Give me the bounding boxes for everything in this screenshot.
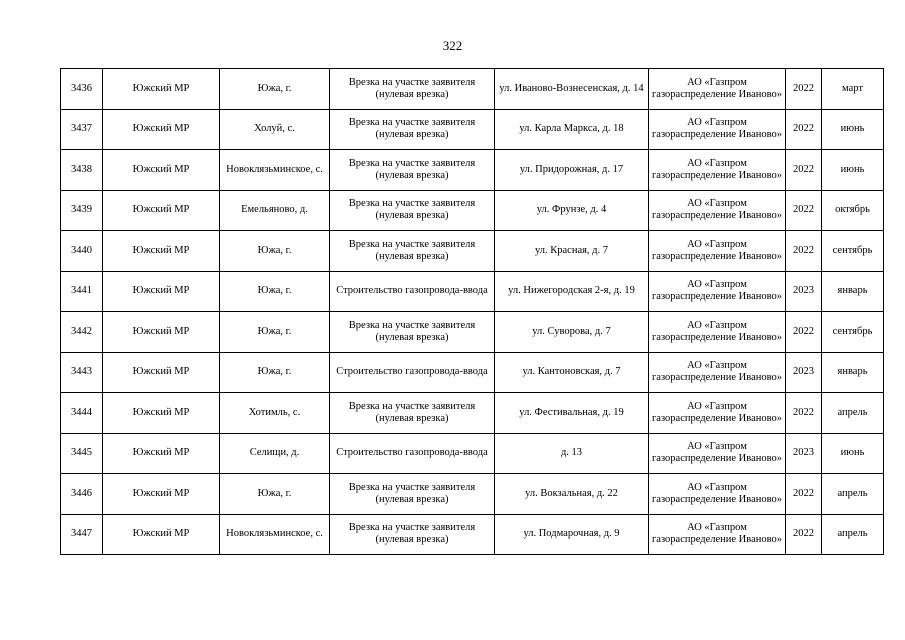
- row-number-cell: 3447: [61, 514, 103, 555]
- locality-cell: Южа, г.: [220, 69, 330, 110]
- district-cell: Южский МР: [103, 231, 220, 272]
- address-cell: ул. Придорожная, д. 17: [495, 150, 649, 191]
- year-cell: 2022: [786, 190, 822, 231]
- month-cell: сентябрь: [822, 231, 884, 272]
- table-row: [61, 474, 884, 515]
- year-cell: 2022: [786, 69, 822, 110]
- address-cell: ул. Фрунзе, д. 4: [495, 190, 649, 231]
- table-row: [61, 150, 884, 191]
- address-cell: ул. Вокзальная, д. 22: [495, 474, 649, 515]
- address-cell: ул. Карла Маркса, д. 18: [495, 109, 649, 150]
- work-type-cell: Строительство газопровода-ввода: [330, 352, 495, 393]
- district-cell: Южский МР: [103, 352, 220, 393]
- table-row: [61, 312, 884, 353]
- row-number-cell: 3437: [61, 109, 103, 150]
- work-type-cell: Врезка на участке заявителя (нулевая врезка): [330, 109, 495, 150]
- table-row: [61, 109, 884, 150]
- address-cell: ул. Красная, д. 7: [495, 231, 649, 272]
- locality-cell: Южа, г.: [220, 352, 330, 393]
- work-type-cell: Врезка на участке заявителя (нулевая врезка): [330, 474, 495, 515]
- table-row: [61, 393, 884, 434]
- district-cell: Южский МР: [103, 312, 220, 353]
- organization-cell: АО «Газпром газораспределение Иваново»: [649, 433, 786, 474]
- table-row: [61, 69, 884, 110]
- organization-cell: АО «Газпром газораспределение Иваново»: [649, 393, 786, 434]
- district-cell: Южский МР: [103, 190, 220, 231]
- work-type-cell: Строительство газопровода-ввода: [330, 433, 495, 474]
- locality-cell: Новоклязьминское, с.: [220, 150, 330, 191]
- row-number-cell: 3440: [61, 231, 103, 272]
- organization-cell: АО «Газпром газораспределение Иваново»: [649, 312, 786, 353]
- table-row: [61, 514, 884, 555]
- month-cell: октябрь: [822, 190, 884, 231]
- address-cell: ул. Иваново-Вознесенская, д. 14: [495, 69, 649, 110]
- year-cell: 2022: [786, 474, 822, 515]
- row-number-cell: 3446: [61, 474, 103, 515]
- table-row: [61, 190, 884, 231]
- locality-cell: Южа, г.: [220, 312, 330, 353]
- district-cell: Южский МР: [103, 514, 220, 555]
- locality-cell: Новоклязьминское, с.: [220, 514, 330, 555]
- month-cell: сентябрь: [822, 312, 884, 353]
- district-cell: Южский МР: [103, 109, 220, 150]
- month-cell: апрель: [822, 514, 884, 555]
- work-type-cell: Врезка на участке заявителя (нулевая врезка): [330, 231, 495, 272]
- year-cell: 2023: [786, 433, 822, 474]
- organization-cell: АО «Газпром газораспределение Иваново»: [649, 190, 786, 231]
- work-type-cell: Врезка на участке заявителя (нулевая врезка): [330, 393, 495, 434]
- district-cell: Южский МР: [103, 474, 220, 515]
- year-cell: 2022: [786, 393, 822, 434]
- work-type-cell: Врезка на участке заявителя (нулевая врезка): [330, 514, 495, 555]
- month-cell: июнь: [822, 109, 884, 150]
- district-cell: Южский МР: [103, 393, 220, 434]
- row-number-cell: 3445: [61, 433, 103, 474]
- locality-cell: Емельяново, д.: [220, 190, 330, 231]
- address-cell: ул. Фестивальная, д. 19: [495, 393, 649, 434]
- organization-cell: АО «Газпром газораспределение Иваново»: [649, 514, 786, 555]
- row-number-cell: 3443: [61, 352, 103, 393]
- year-cell: 2023: [786, 352, 822, 393]
- address-cell: ул. Суворова, д. 7: [495, 312, 649, 353]
- district-cell: Южский МР: [103, 69, 220, 110]
- address-cell: ул. Кантоновская, д. 7: [495, 352, 649, 393]
- table-row: [61, 433, 884, 474]
- organization-cell: АО «Газпром газораспределение Иваново»: [649, 150, 786, 191]
- row-number-cell: 3441: [61, 271, 103, 312]
- table-row: [61, 271, 884, 312]
- year-cell: 2022: [786, 109, 822, 150]
- address-cell: ул. Подмарочная, д. 9: [495, 514, 649, 555]
- table-row: [61, 352, 884, 393]
- month-cell: январь: [822, 352, 884, 393]
- month-cell: апрель: [822, 474, 884, 515]
- locality-cell: Южа, г.: [220, 474, 330, 515]
- organization-cell: АО «Газпром газораспределение Иваново»: [649, 352, 786, 393]
- month-cell: июнь: [822, 433, 884, 474]
- year-cell: 2022: [786, 514, 822, 555]
- table-body: [61, 69, 884, 555]
- month-cell: январь: [822, 271, 884, 312]
- month-cell: март: [822, 69, 884, 110]
- row-number-cell: 3439: [61, 190, 103, 231]
- month-cell: апрель: [822, 393, 884, 434]
- work-type-cell: Врезка на участке заявителя (нулевая врезка): [330, 150, 495, 191]
- row-number-cell: 3442: [61, 312, 103, 353]
- gasification-table: [60, 68, 884, 555]
- page-number: 322: [442, 38, 463, 53]
- address-cell: ул. Нижегородская 2-я, д. 19: [495, 271, 649, 312]
- row-number-cell: 3438: [61, 150, 103, 191]
- work-type-cell: Строительство газопровода-ввода: [330, 271, 495, 312]
- year-cell: 2022: [786, 231, 822, 272]
- row-number-cell: 3444: [61, 393, 103, 434]
- address-cell: д. 13: [495, 433, 649, 474]
- organization-cell: АО «Газпром газораспределение Иваново»: [649, 271, 786, 312]
- year-cell: 2022: [786, 150, 822, 191]
- organization-cell: АО «Газпром газораспределение Иваново»: [649, 109, 786, 150]
- table-row: [61, 231, 884, 272]
- district-cell: Южский МР: [103, 150, 220, 191]
- organization-cell: АО «Газпром газораспределение Иваново»: [649, 231, 786, 272]
- year-cell: 2022: [786, 312, 822, 353]
- district-cell: Южский МР: [103, 433, 220, 474]
- work-type-cell: Врезка на участке заявителя (нулевая врезка): [330, 190, 495, 231]
- year-cell: 2023: [786, 271, 822, 312]
- work-type-cell: Врезка на участке заявителя (нулевая врезка): [330, 69, 495, 110]
- work-type-cell: Врезка на участке заявителя (нулевая врезка): [330, 312, 495, 353]
- locality-cell: Южа, г.: [220, 231, 330, 272]
- month-cell: июнь: [822, 150, 884, 191]
- row-number-cell: 3436: [61, 69, 103, 110]
- organization-cell: АО «Газпром газораспределение Иваново»: [649, 69, 786, 110]
- organization-cell: АО «Газпром газораспределение Иваново»: [649, 474, 786, 515]
- locality-cell: Хотимль, с.: [220, 393, 330, 434]
- locality-cell: Южа, г.: [220, 271, 330, 312]
- locality-cell: Селищи, д.: [220, 433, 330, 474]
- district-cell: Южский МР: [103, 271, 220, 312]
- locality-cell: Холуй, с.: [220, 109, 330, 150]
